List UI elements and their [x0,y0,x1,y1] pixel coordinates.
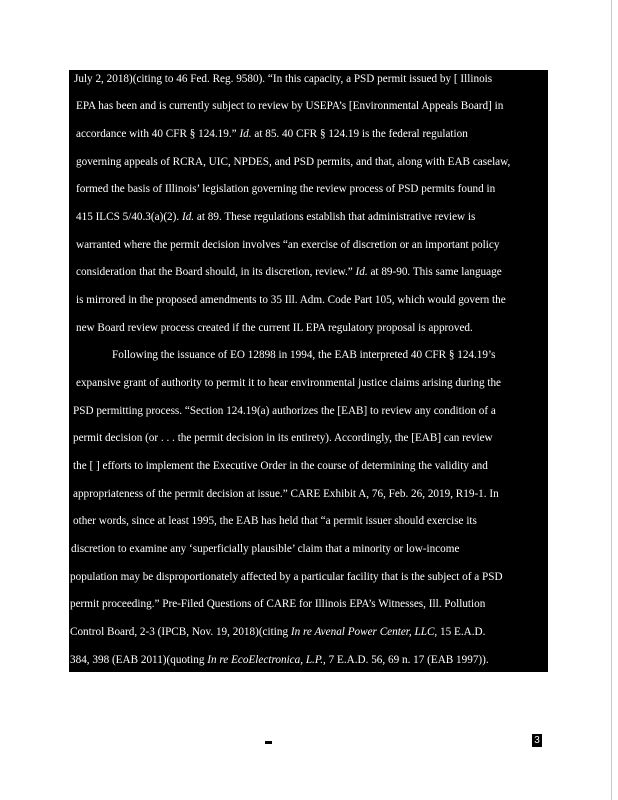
redacted-text-block [69,70,548,672]
text-line-10: new Board review process created if the current IL EPA regulatory proposal is approved. [76,322,473,334]
text-line-4: governing appeals of RCRA, UIC, NPDES, and PSD permits, and that, along with EAB caselaw, [76,156,511,168]
text-line-6: 415 ILCS 5/40.3(a)(2). Id. at 89. These regulations establish that administrative review is [76,211,476,223]
text-line-3: accordance with 40 CFR § 124.19.” Id. at 85. 40 CFR § 124.19 is the federal regulation [76,128,468,140]
text-line-1: July 2, 2018)(citing to 46 Fed. Reg. 9580). “In this capacity, a PSD permit issued by [ Illinois [74,73,493,85]
text-line-15: the [ ] efforts to implement the Executive Order in the course of determining the validity and [73,460,488,472]
text-line-11: Following the issuance of EO 12898 in 1994, the EAB interpreted 40 CFR § 124.19’s [112,349,496,361]
text-line-20: permit proceeding.” Pre-Filed Questions of CARE for Illinois EPA’s Witnesses, Ill. Pollution [70,598,486,610]
text-line-18: discretion to examine any ‘superficially plausible’ claim that a minority or low-income [71,543,460,555]
text-line-22: 384, 398 (EAB 2011)(quoting In re EcoElectronica, L.P., 7 E.A.D. 56, 69 n. 17 (EAB 1997)). [70,654,489,666]
text-line-14: permit decision (or . . . the permit decision in its entirety). Accordingly, the [EAB] can review [73,432,493,444]
text-line-12: expansive grant of authority to permit it to hear environmental justice claims arising during the [76,377,502,389]
text-line-13: PSD permitting process. “Section 124.19(a) authorizes the [EAB] to review any condition of a [73,405,496,417]
scan-edge-line [611,0,612,800]
text-line-7: warranted where the permit decision involves “an exercise of discretion or an important policy [76,239,500,251]
text-line-2: EPA has been and is currently subject to review by USEPA’s [Environmental Appeals Board] in [76,100,504,112]
footer-mark [265,741,272,744]
text-line-19: population may be disproportionately affected by a particular facility that is the subject of a PSD [70,571,503,583]
text-line-17: other words, since at least 1995, the EAB has held that “a permit issuer should exercise its [73,515,477,527]
text-line-8: consideration that the Board should, in its discretion, review.” Id. at 89-90. This same language [76,266,502,278]
text-line-21: Control Board, 2-3 (IPCB, Nov. 19, 2018)(citing In re Avenal Power Center, LLC, 15 E.A.D. [70,626,486,638]
text-line-16: appropriateness of the permit decision at issue.” CARE Exhibit A, 76, Feb. 26, 2019, R19-1. In [73,488,499,500]
page-number: 3 [532,734,542,747]
text-line-9: is mirrored in the proposed amendments to 35 Ill. Adm. Code Part 105, which would govern the [76,294,506,306]
text-line-5: formed the basis of Illinois’ legislation governing the review process of PSD permits found in [76,183,496,195]
